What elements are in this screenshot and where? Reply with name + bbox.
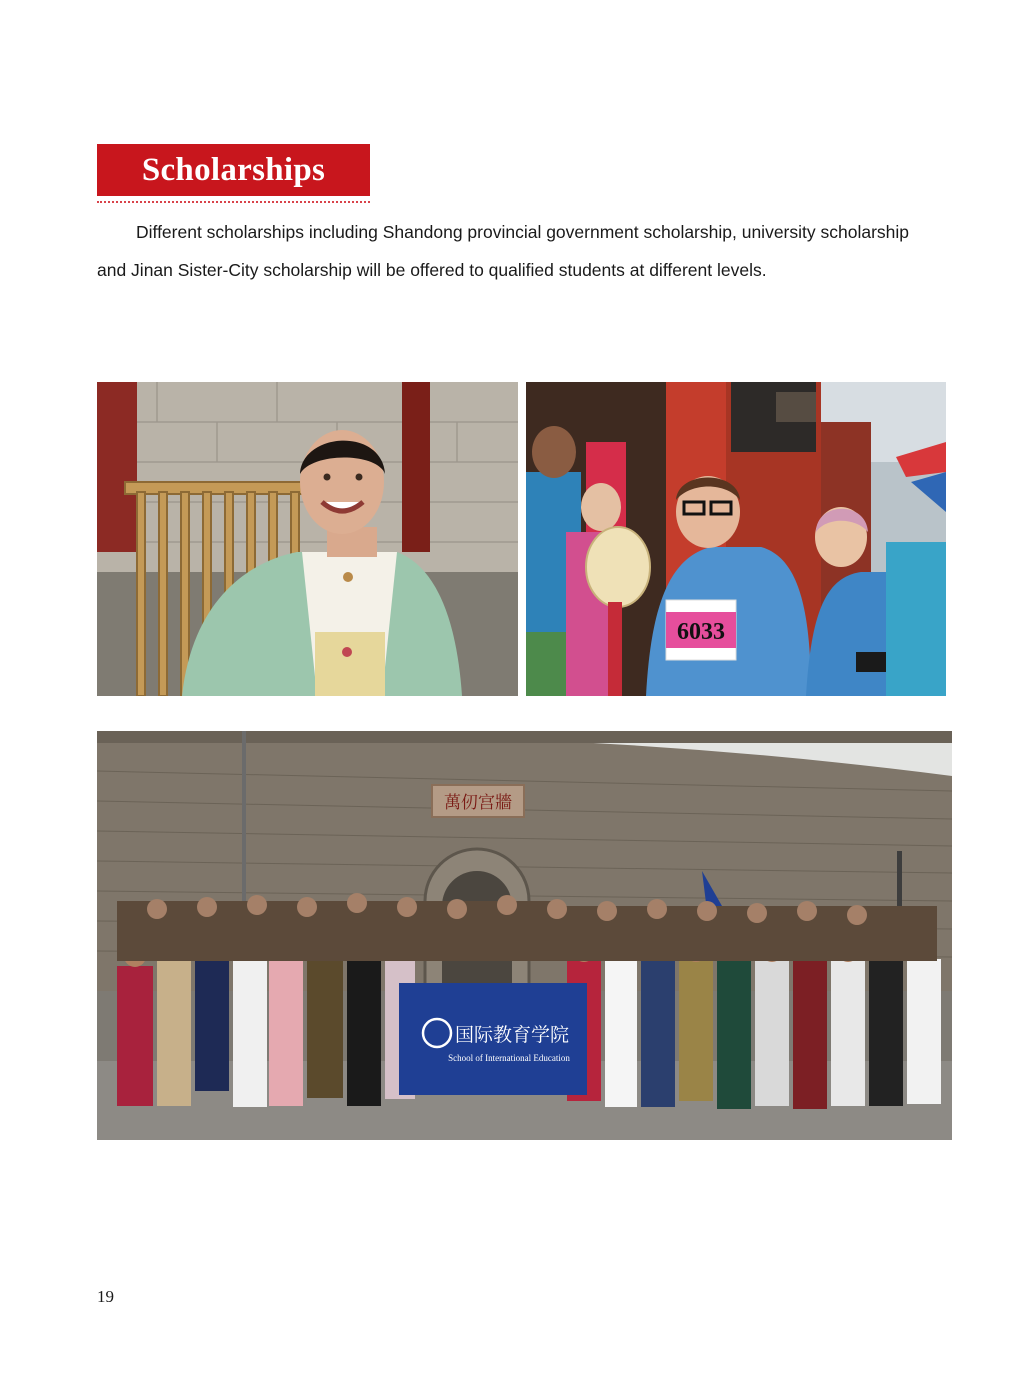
- photo-marathon-runner-image: [526, 382, 946, 696]
- section-title: Scholarships: [141, 151, 326, 188]
- wall-plaque-text: 萬仞宫牆: [444, 793, 512, 813]
- intro-paragraph: Different scholarships including Shandong provincial government scholarship, university scholarship and Jinan Sister-City scholarship will be offered to qualified students at different levels.: [97, 222, 910, 280]
- photo-student-hanfu-image: [97, 382, 518, 696]
- photo-marathon-runner: [526, 382, 946, 696]
- section-heading: [97, 144, 370, 196]
- page-number: 19: [97, 1287, 114, 1306]
- photo-student-hanfu: [97, 382, 518, 696]
- runner-bib-number: 6033: [677, 619, 725, 645]
- photo-group-wall-image: [97, 731, 952, 1140]
- photo-group-wall: [97, 731, 952, 1140]
- banner-english-text: School of International Education: [448, 1053, 570, 1063]
- heading-divider: [97, 201, 370, 203]
- banner-chinese-text: 国际教育学院: [454, 1024, 570, 1046]
